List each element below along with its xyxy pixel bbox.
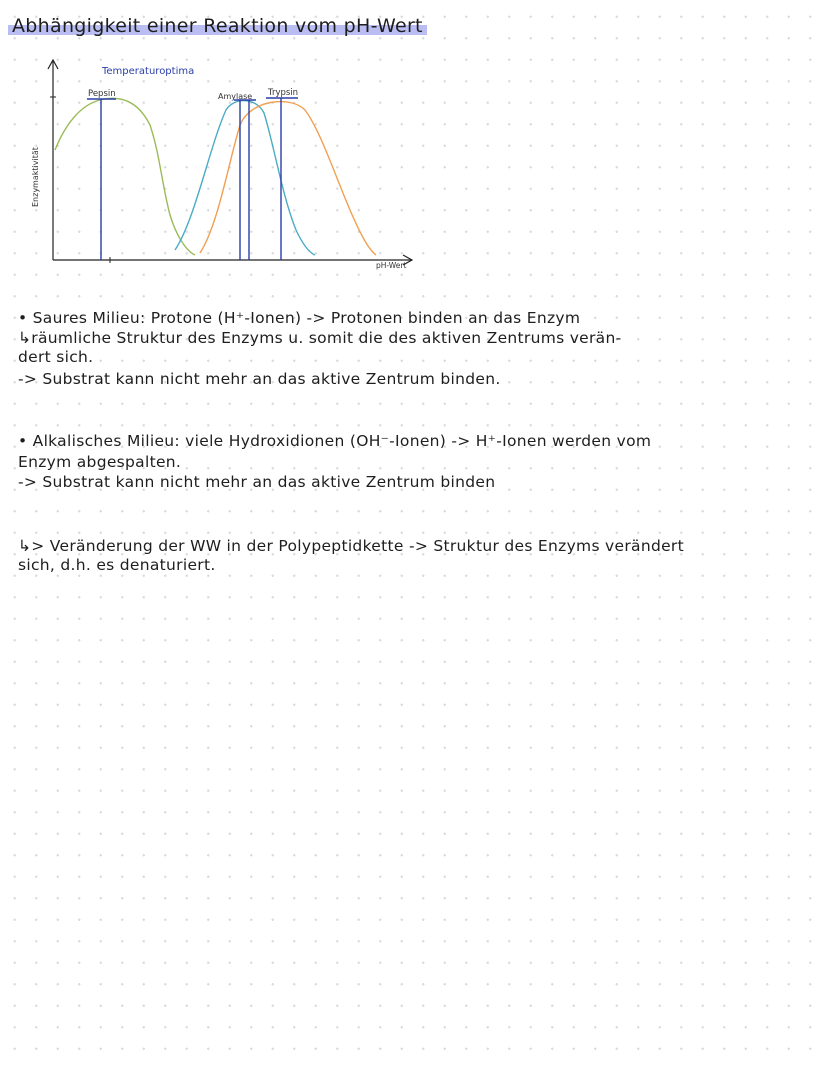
conclusion-line-2: sich, d.h. es denaturiert.: [18, 556, 216, 574]
conclusion-line-1: ↳> Veränderung der WW in der Polypeptidkette -> Struktur des Enzyms verändert: [18, 537, 684, 555]
page-title-text: Abhängigkeit einer Reaktion vom pH-Wert: [8, 15, 427, 37]
amylase-label: Amylase: [218, 92, 253, 101]
trypsin-curve: [200, 102, 376, 255]
acid-note-line-3: dert sich.: [18, 348, 94, 366]
pepsin-label: Pepsin: [88, 89, 116, 99]
pepsin-curve: [55, 98, 195, 255]
trypsin-label: Trypsin: [268, 88, 299, 98]
page-title: [8, 14, 427, 38]
alkaline-note-line-1: • Alkalisches Milieu: viele Hydroxidionen (OH⁻-Ionen) -> H⁺-Ionen werden vom: [18, 432, 652, 450]
acid-note-line-4: -> Substrat kann nicht mehr an das aktive Zentrum binden.: [18, 370, 501, 388]
alkaline-note-line-3: -> Substrat kann nicht mehr an das aktive Zentrum binden: [18, 473, 496, 491]
acid-note-line-2: ↳räumliche Struktur des Enzyms u. somit die des aktiven Zentrums verän-: [18, 329, 622, 347]
y-axis-label: Enzymaktivität: [31, 147, 40, 207]
amylase-curve: [175, 101, 315, 255]
acid-note-line-1: • Saures Milieu: Protone (H⁺-Ionen) -> Protonen binden an das Enzym: [18, 309, 581, 327]
x-axis-label: pH-Wert: [376, 261, 407, 270]
alkaline-note-line-2: Enzym abgespalten.: [18, 453, 182, 471]
chart-title: Temperaturoptima: [102, 66, 195, 77]
ph-chart: [20, 55, 440, 275]
